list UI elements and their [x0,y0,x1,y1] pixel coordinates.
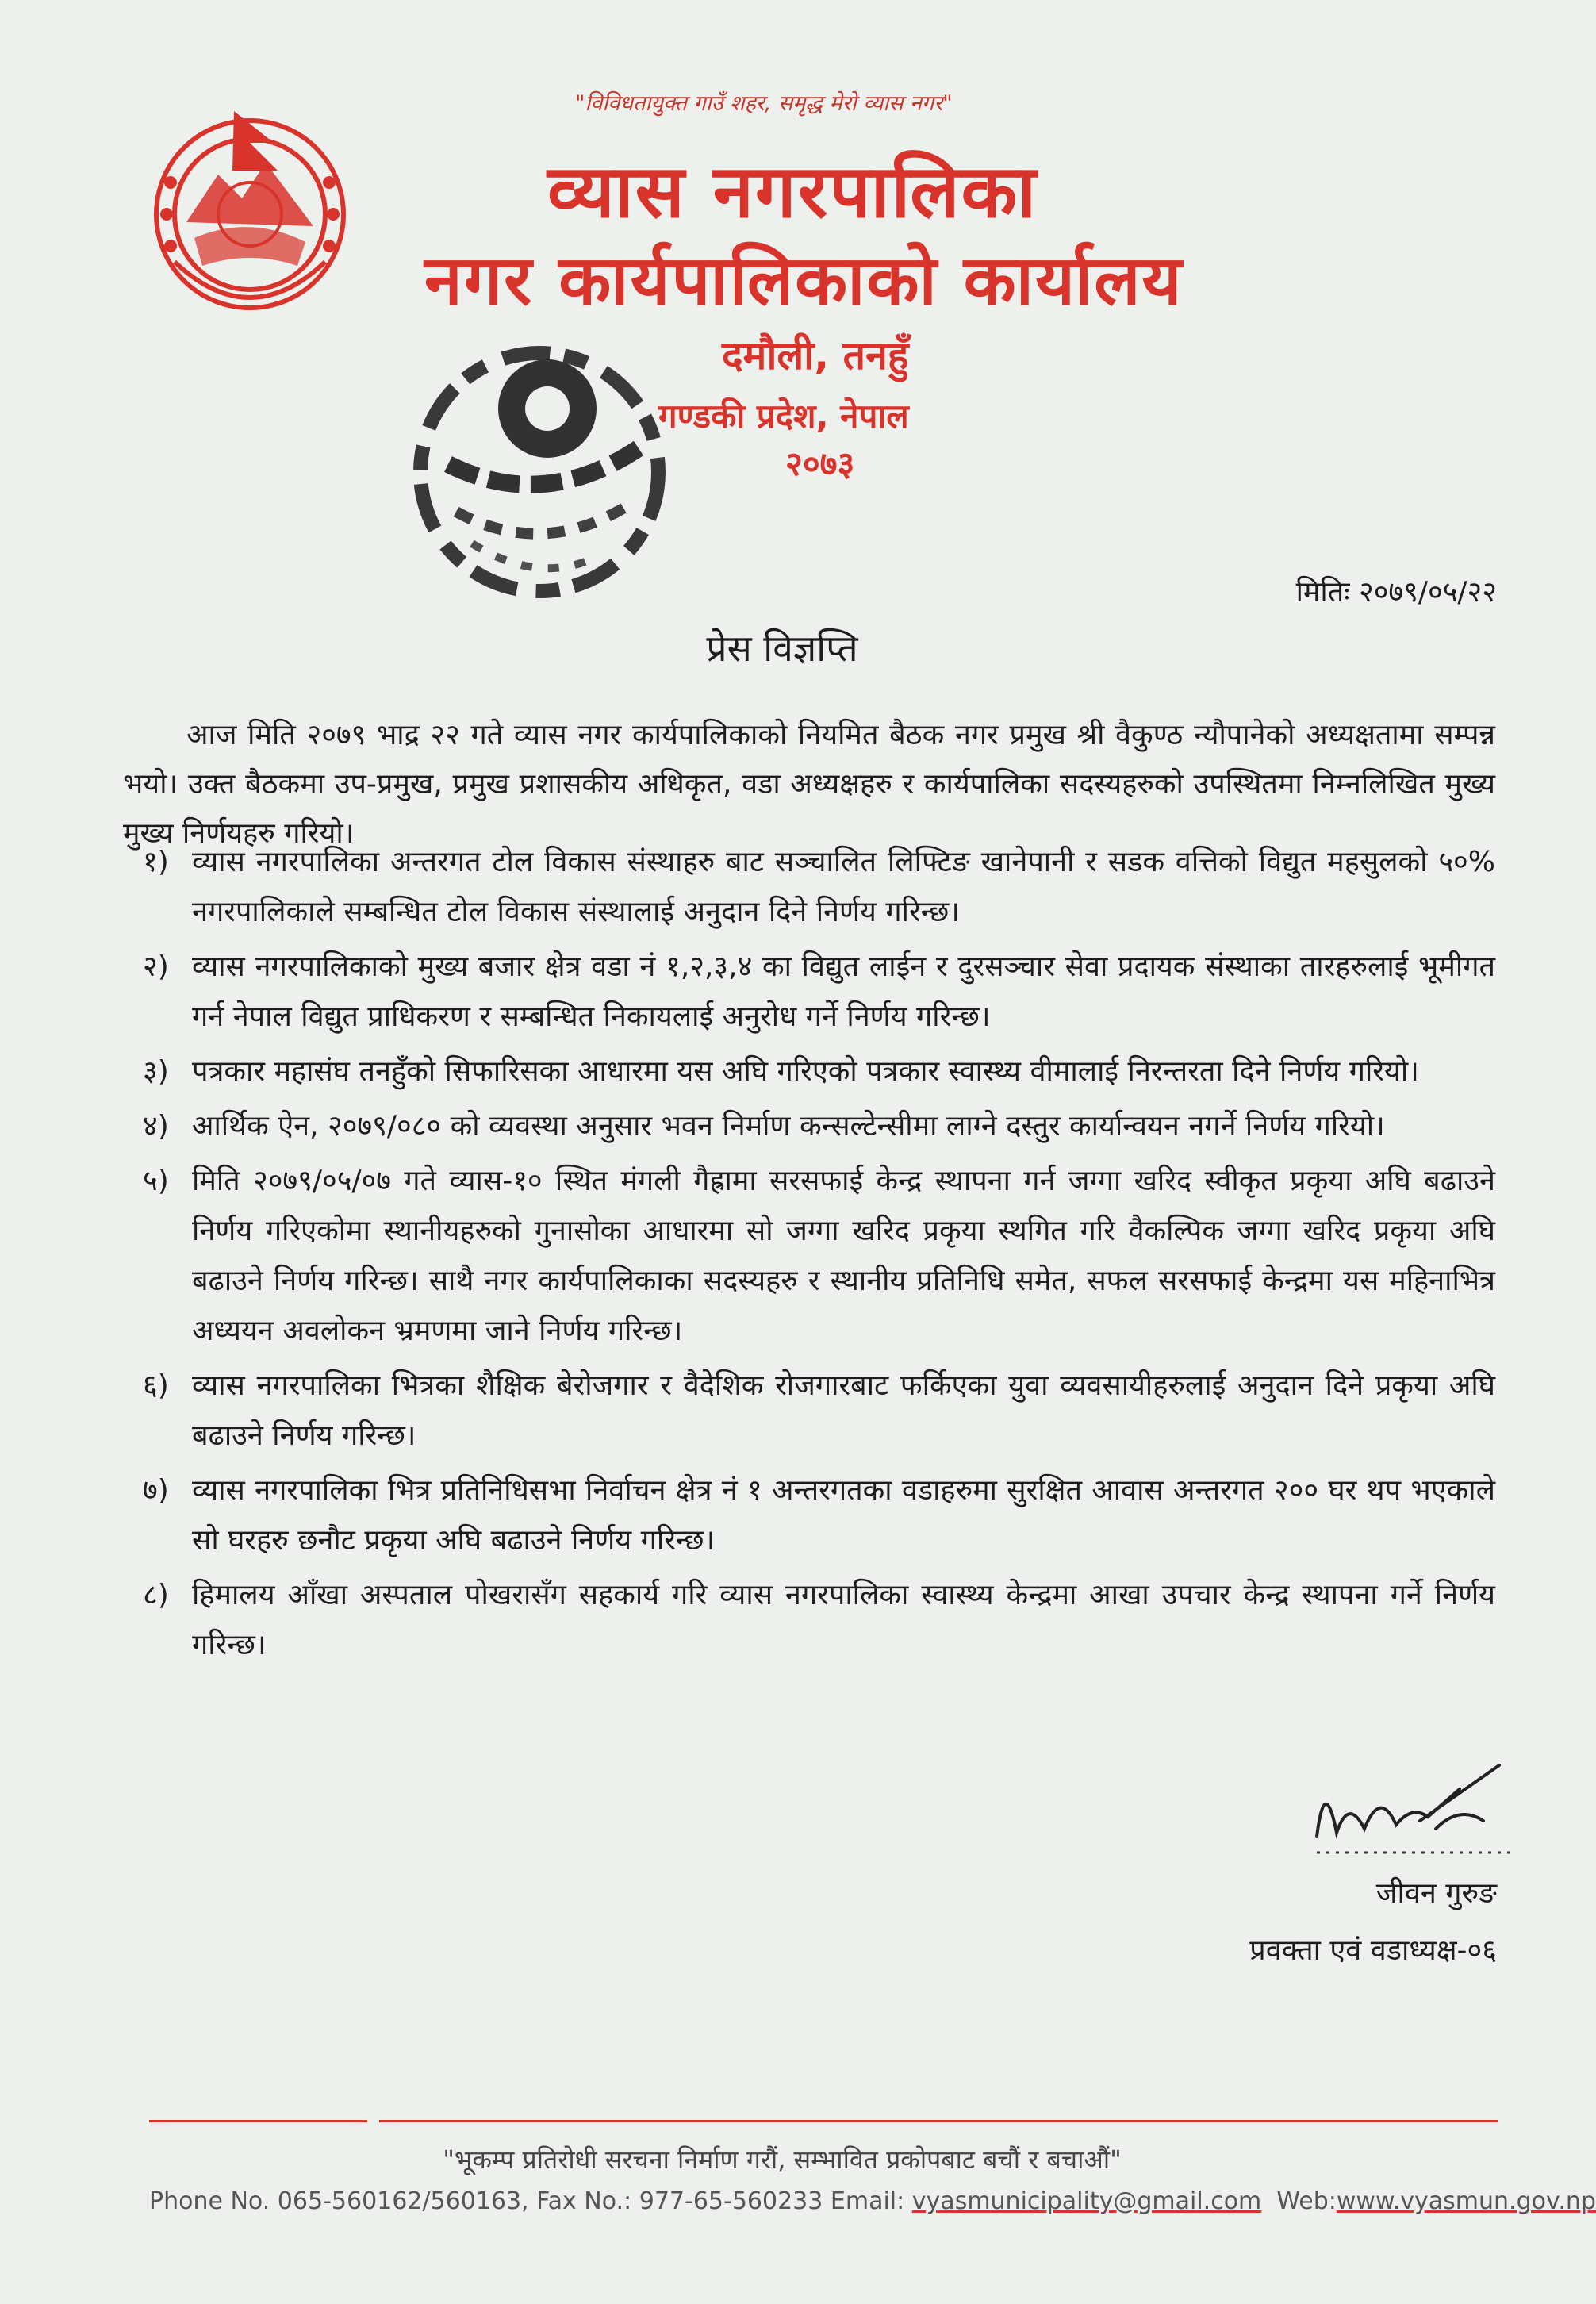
nepal-emblem-icon [139,95,361,341]
decision-text: पत्रकार महासंघ तनहुँको सिफारिसका आधारमा यस अघि गरिएको पत्रकार स्वास्थ्य वीमालाई निरन्तरता दिने निर्णय गरियो। [192,1055,1419,1088]
office-name: नगर कार्यपालिकाको कार्यालय [424,241,1184,321]
decision-number: ५) [143,1165,169,1197]
decision-number: ८) [143,1579,169,1611]
signatory-title: प्रवक्ता एवं वडाध्यक्ष-०६ [1249,1934,1497,1967]
decision-item [143,1046,1495,1096]
decision-item [143,942,1495,1042]
footer-web-link[interactable]: www.vyasmun.gov.np [1336,2187,1596,2215]
signatory-name: जीवन गुरुङ [1375,1877,1497,1910]
footer-email-link[interactable]: vyasmunicipality@gmail.com [911,2187,1262,2215]
decision-item [143,837,1495,937]
decision-number: २) [143,950,169,983]
document-title: प्रेस विज्ञप्ति [706,627,858,670]
decision-text: मिति २०७९/०५/०७ गते व्यास-१० स्थित मंगली गैह्रामा सरसफाई केन्द्र स्थापना गर्न जग्गा खरिद स्वीकृत प्रकृया अघि बढाउने निर्णय गरिएकोमा स्थानीयहरुको गुनासोका आधारमा सो जग्गा खरिद प्रकृया स्थगित गरि वैकल्पिक जग्गा खरिद प्रकृया अघि बढाउने निर्णय गरिन्छ। साथै नगर कार्यपालिकाका सदस्यहरु र स्थानीय प्रतिनिधि समेत, सफल सरसफाई केन्द्रमा यस महिनाभित्र अध्ययन अवलोकन भ्रमणमा जाने निर्णय गरिन्छ। [192,1165,1495,1347]
decision-list [143,837,1495,1675]
footer-contact [149,2187,1596,2215]
decision-text: व्यास नगरपालिकाको मुख्य बजार क्षेत्र वडा नं १,२,३,४ का विद्युत लाईन र दुरसञ्चार सेवा प्रदायक संस्थाका तारहरुलाई भूमीगत गर्न नेपाल विद्युत प्राधिकरण र सम्बन्धित निकायलाई अनुरोध गर्ने निर्णय गरिन्छ। [192,950,1495,1033]
decision-text: व्यास नगरपालिका भित्रका शैक्षिक बेरोजगार र वैदेशिक रोजगारबाट फर्किएका युवा व्यवसायीहरुलाई अनुदान दिने प्रकृया अघि बढाउने निर्णय गरिन्छ। [192,1369,1495,1452]
office-seal-stamp-icon [401,329,686,615]
decision-text: व्यास नगरपालिका भित्र प्रतिनिधिसभा निर्वाचन क्षेत्र नं १ अन्तरगतका वडाहरुमा सुरक्षित आवास अन्तरगत २०० घर थप भएकाले सो घरहरु छनौट प्रकृया अघि बढाउने निर्णय गरिन्छ। [192,1474,1495,1557]
footer-divider-left [149,2120,367,2122]
intro-paragraph: आज मिति २०७९ भाद्र २२ गते व्यास नगर कार्यपालिकाको नियमित बैठक नगर प्रमुख श्री वैकुण्ठ न्यौपानेको अध्यक्षतामा सम्पन्न भयो। उक्त बैठकमा उप-प्रमुख, प्रमुख प्रशासकीय अधिकृत, वडा अध्यक्षहरु र कार्यपालिका सदस्यहरुको उपस्थितमा निम्नलिखित मुख्य मुख्य निर्णयहरु गरियो। [123,719,1495,850]
decision-number: १) [143,846,169,878]
header-motto: "विविधतायुक्त गाउँ शहर, समृद्ध मेरो व्यास नगर" [575,91,953,116]
decision-item [143,1570,1495,1670]
decision-number: ३) [143,1055,169,1088]
decision-text: व्यास नगरपालिका अन्तरगत टोल विकास संस्थाहरु बाट सञ्चालित लिफ्टिङ खानेपानी र सडक वत्तिको विद्युत महसुलको ५०% नगरपालिकाले सम्बन्धित टोल विकास संस्थालाई अनुदान दिने निर्णय गरिन्छ। [192,846,1495,928]
footer-motto: "भूकम्प प्रतिरोधी सरचना निर्माण गरौं, सम्भावित प्रकोपबाट बचौं र बचाऔं" [443,2145,1122,2175]
decision-item [143,1101,1495,1151]
decision-text: हिमालय आँखा अस्पताल पोखरासँग सहकार्य गरि व्यास नगरपालिका स्वास्थ्य केन्द्रमा आखा उपचार केन्द्र स्थापना गर्ने निर्णय गरिन्छ। [192,1579,1495,1661]
handwritten-signature-icon [1301,1741,1523,1860]
decision-item [143,1361,1495,1461]
decision-text: आर्थिक ऐन, २०७९/०८० को व्यवस्था अनुसार भवन निर्माण कन्सल्टेन्सीमा लाग्ने दस्तुर कार्यान्वयन नगर्ने निर्णय गरियो। [192,1110,1385,1142]
decision-item [143,1465,1495,1565]
decision-number: ७) [143,1474,169,1507]
footer-web-label: Web: [1276,2187,1337,2215]
decision-item [143,1156,1495,1356]
footer-email-label: Email: [830,2187,905,2215]
address-line-3: २०७३ [785,444,855,483]
municipality-name: व्यास नगरपालिका [547,149,1038,234]
footer-divider-right [379,2120,1498,2122]
document-date: मितिः २०७९/०५/२२ [1295,576,1497,609]
address-line-1: दमौली, तनहुँ [722,332,909,378]
decision-number: ४) [143,1110,169,1142]
decision-number: ६) [143,1369,169,1402]
address-line-2: गण्डकी प्रदेश, नेपाल [658,397,909,436]
footer-phone: Phone No. 065-560162/560163, Fax No.: 977-65-560233 [149,2187,823,2215]
